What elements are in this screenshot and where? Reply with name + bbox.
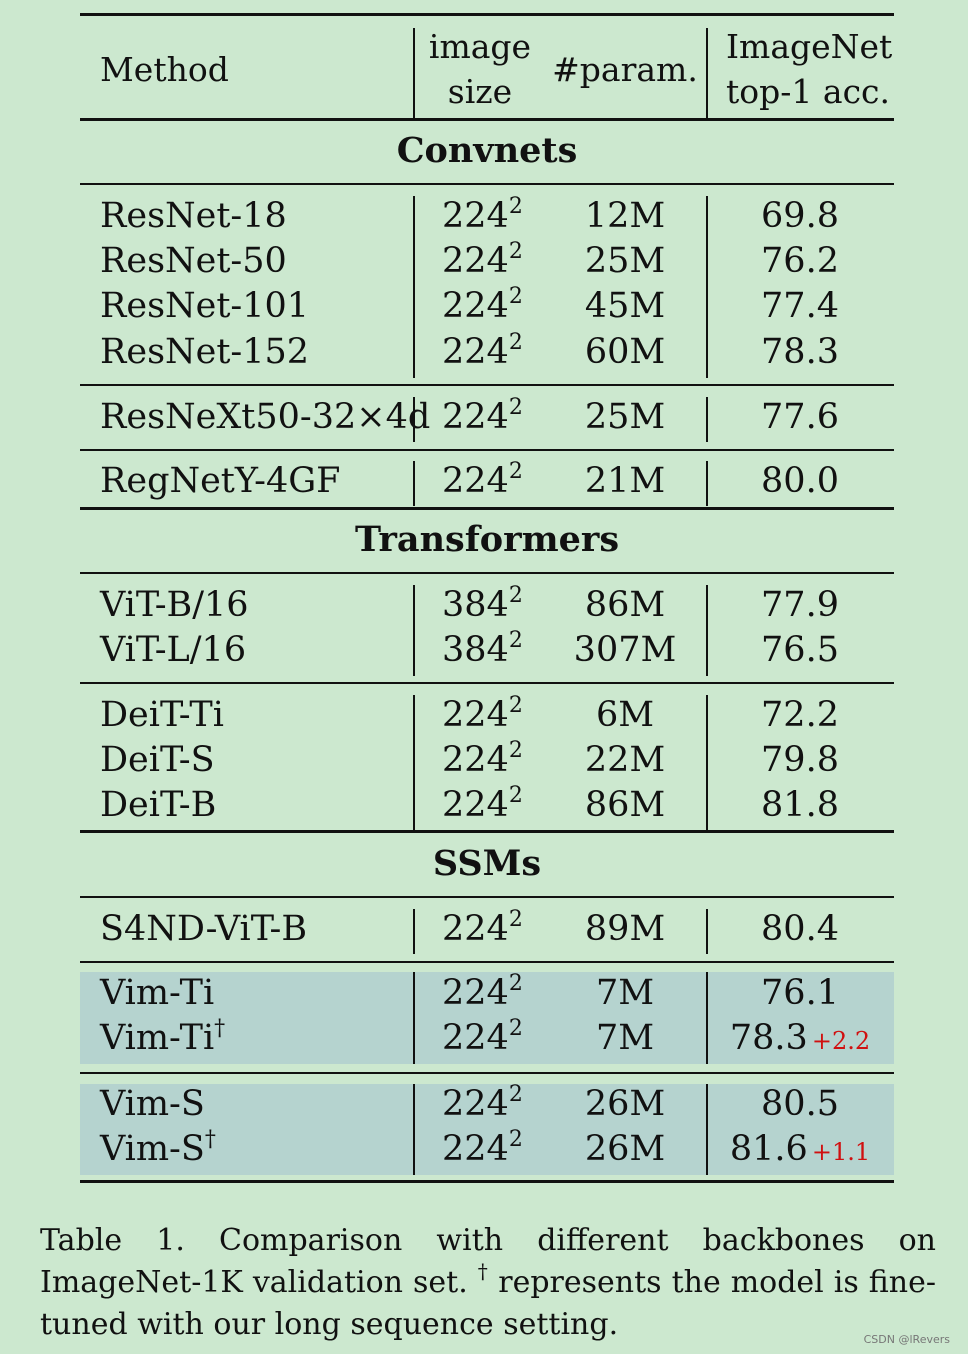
image-size-exponent: 2 — [508, 628, 523, 653]
accuracy-cell — [707, 397, 893, 437]
image-size-cell — [442, 332, 523, 372]
image-size-cell — [442, 973, 523, 1013]
param-cell: 26M — [584, 1129, 666, 1169]
image-size-value: 224 — [442, 461, 509, 501]
image-size-value: 224 — [442, 241, 509, 281]
accuracy-value: 80.4 — [761, 909, 839, 949]
image-size-cell — [442, 785, 523, 825]
method-name: ResNet-152 — [100, 332, 310, 372]
rule-resnext — [80, 449, 894, 451]
accuracy-cell — [707, 332, 893, 372]
image-size-exponent: 2 — [508, 1082, 523, 1107]
method-name: Vim-S — [100, 1129, 205, 1169]
accuracy-value: 78.3 — [729, 1018, 808, 1058]
method-cell — [100, 241, 287, 281]
param-cell: 45M — [584, 286, 666, 326]
accuracy-value: 76.2 — [761, 241, 839, 281]
header-acc-line2: top-1 acc. — [726, 72, 891, 111]
rule-resnet — [80, 384, 894, 386]
accuracy-value: 72.2 — [761, 695, 839, 735]
watermark: CSDN @lRevers — [863, 1333, 950, 1346]
param-cell: 307M — [573, 630, 677, 670]
accuracy-cell — [707, 1018, 893, 1061]
accuracy-delta: +1.1 — [811, 1138, 871, 1166]
accuracy-cell — [707, 909, 893, 949]
accuracy-value: 76.5 — [761, 630, 839, 670]
vline-deit-1 — [413, 695, 415, 831]
image-size-cell — [442, 196, 523, 236]
dagger-mark: † — [204, 1127, 216, 1152]
method-cell — [100, 332, 309, 372]
vline-resnet-1 — [413, 196, 415, 378]
header-acc-line1: ImageNet — [726, 27, 893, 66]
accuracy-value: 80.5 — [761, 1084, 839, 1124]
rule-s4nd — [80, 961, 894, 963]
table-caption — [40, 1220, 936, 1346]
method-cell — [100, 1129, 216, 1169]
param-cell: 86M — [584, 585, 666, 625]
image-size-cell — [442, 241, 523, 281]
image-size-exponent: 2 — [508, 459, 523, 484]
param-cell: 60M — [584, 332, 666, 372]
param-cell: 25M — [584, 397, 666, 437]
image-size-cell — [442, 397, 523, 437]
section-convnets: Convnets — [396, 130, 578, 171]
param-cell: 6M — [595, 695, 655, 735]
method-cell — [100, 286, 309, 326]
method-cell — [100, 397, 430, 437]
param-cell: 7M — [595, 1018, 655, 1058]
image-size-cell — [442, 909, 523, 949]
accuracy-cell — [707, 1084, 893, 1124]
accuracy-cell — [707, 1129, 893, 1172]
image-size-exponent: 2 — [508, 783, 523, 808]
image-size-value: 224 — [442, 286, 509, 326]
accuracy-value: 81.6 — [729, 1129, 808, 1169]
accuracy-cell — [707, 630, 893, 670]
image-size-cell — [442, 695, 523, 735]
rule-top — [80, 13, 894, 16]
image-size-exponent: 2 — [508, 1016, 523, 1041]
image-size-value: 224 — [442, 785, 509, 825]
image-size-exponent: 2 — [508, 738, 523, 763]
image-size-cell — [442, 630, 523, 670]
accuracy-cell — [707, 241, 893, 281]
accuracy-value: 77.9 — [761, 585, 839, 625]
image-size-value: 224 — [442, 196, 509, 236]
image-size-exponent: 2 — [508, 1127, 523, 1152]
image-size-value: 224 — [442, 1129, 509, 1169]
method-name: ResNet-18 — [100, 196, 287, 236]
accuracy-cell — [707, 973, 893, 1013]
image-size-exponent: 2 — [508, 583, 523, 608]
method-name: ResNet-50 — [100, 241, 287, 281]
method-name: S4ND-ViT-B — [100, 909, 308, 949]
method-cell — [100, 1084, 205, 1124]
accuracy-cell — [707, 785, 893, 825]
method-cell — [100, 909, 307, 949]
accuracy-delta: +2.2 — [811, 1027, 871, 1055]
method-cell — [100, 585, 249, 625]
method-cell — [100, 740, 215, 780]
image-size-exponent: 2 — [508, 239, 523, 264]
rule-vim-ti — [80, 1072, 894, 1074]
method-name: DeiT-S — [100, 740, 215, 780]
param-cell: 25M — [584, 241, 666, 281]
rule-convnets — [80, 183, 894, 185]
vline-regnet-1 — [413, 461, 415, 506]
vline-vims-1 — [413, 1084, 415, 1175]
accuracy-value: 77.4 — [761, 286, 839, 326]
param-cell: 22M — [584, 740, 666, 780]
method-name: ViT-B/16 — [100, 585, 249, 625]
header-param: #param. — [552, 50, 698, 89]
header-image-size-line1: image — [428, 27, 532, 66]
accuracy-value: 76.1 — [761, 973, 839, 1013]
image-size-exponent: 2 — [508, 907, 523, 932]
param-cell: 89M — [584, 909, 666, 949]
caption-text-2: represents the model is fine-tuned with our long sequence setting. — [40, 1265, 936, 1342]
accuracy-value: 69.8 — [761, 196, 839, 236]
param-cell: 86M — [584, 785, 666, 825]
dagger-mark: † — [214, 1016, 226, 1041]
method-name: DeiT-Ti — [100, 695, 224, 735]
param-cell: 26M — [584, 1084, 666, 1124]
method-cell — [100, 630, 246, 670]
accuracy-cell — [707, 286, 893, 326]
image-size-exponent: 2 — [508, 395, 523, 420]
method-cell — [100, 196, 287, 236]
rule-ssms — [80, 896, 894, 898]
method-name: ResNeXt50-32×4d — [100, 397, 431, 437]
method-cell — [100, 973, 214, 1013]
caption-dagger: † — [477, 1259, 489, 1283]
image-size-cell — [442, 1129, 523, 1169]
method-name: ResNet-101 — [100, 286, 310, 326]
method-name: RegNetY-4GF — [100, 461, 341, 501]
rule-regnet — [80, 507, 894, 510]
rule-header — [80, 118, 894, 121]
accuracy-value: 77.6 — [761, 397, 839, 437]
accuracy-cell — [707, 695, 893, 735]
image-size-cell — [442, 461, 523, 501]
param-cell: 7M — [595, 973, 655, 1013]
image-size-cell — [442, 740, 523, 780]
header-method: Method — [100, 50, 229, 89]
method-name: Vim-Ti — [100, 973, 215, 1013]
image-size-value: 224 — [442, 909, 509, 949]
image-size-cell — [442, 1084, 523, 1124]
accuracy-cell — [707, 585, 893, 625]
param-cell: 12M — [584, 196, 666, 236]
rule-vit — [80, 682, 894, 684]
rule-bottom — [80, 1180, 894, 1183]
accuracy-value: 78.3 — [761, 332, 839, 372]
method-cell — [100, 785, 216, 825]
rule-transformers — [80, 572, 894, 574]
image-size-exponent: 2 — [508, 284, 523, 309]
vline-vit-1 — [413, 585, 415, 676]
image-size-cell — [442, 286, 523, 326]
image-size-cell — [442, 1018, 523, 1058]
image-size-value: 384 — [442, 585, 509, 625]
caption-text-1: Table 1. Comparison with different backbones on ImageNet-1K validation set. — [40, 1223, 936, 1300]
accuracy-value: 79.8 — [761, 740, 839, 780]
accuracy-cell — [707, 461, 893, 501]
image-size-value: 224 — [442, 332, 509, 372]
method-name: DeiT-B — [100, 785, 217, 825]
method-cell — [100, 1018, 225, 1058]
vline-vimti-1 — [413, 972, 415, 1064]
image-size-value: 224 — [442, 973, 509, 1013]
image-size-value: 224 — [442, 1018, 509, 1058]
method-name: ViT-L/16 — [100, 630, 247, 670]
image-size-exponent: 2 — [508, 693, 523, 718]
image-size-value: 224 — [442, 740, 509, 780]
rule-deit — [80, 830, 894, 833]
accuracy-value: 80.0 — [761, 461, 839, 501]
method-cell — [100, 461, 340, 501]
vline-header-2 — [706, 28, 708, 118]
image-size-value: 224 — [442, 397, 509, 437]
image-size-exponent: 2 — [508, 330, 523, 355]
image-size-value: 224 — [442, 695, 509, 735]
header-image-size-line2: size — [447, 72, 513, 111]
section-transformers: Transformers — [354, 519, 620, 560]
method-cell — [100, 695, 224, 735]
image-size-value: 224 — [442, 1084, 509, 1124]
accuracy-cell — [707, 740, 893, 780]
image-size-exponent: 2 — [508, 194, 523, 219]
vline-header-1 — [413, 28, 415, 118]
image-size-value: 384 — [442, 630, 509, 670]
accuracy-value: 81.8 — [761, 785, 839, 825]
method-name: Vim-Ti — [100, 1018, 215, 1058]
section-ssms: SSMs — [432, 843, 542, 884]
param-cell: 21M — [584, 461, 666, 501]
image-size-exponent: 2 — [508, 971, 523, 996]
image-size-cell — [442, 585, 523, 625]
accuracy-cell — [707, 196, 893, 236]
vline-s4nd-1 — [413, 909, 415, 954]
method-name: Vim-S — [100, 1084, 205, 1124]
